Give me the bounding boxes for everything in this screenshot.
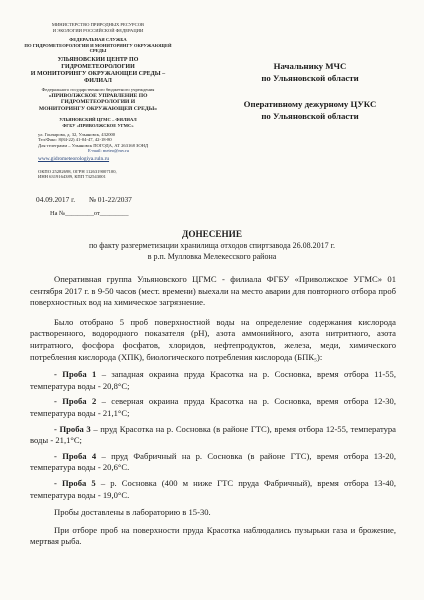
sample-item (30, 424, 396, 447)
sample-label: - Проба 4 (54, 450, 97, 461)
document-body (30, 274, 396, 548)
document-subtitle-2: в р.п. Мулловка Мелекесского района (147, 252, 277, 261)
delivery-paragraph: Пробы доставлены в лабораторию в 15-30. (54, 507, 211, 518)
sample-item (30, 369, 396, 392)
samples-intro-paragraph: Было отобрано 5 проб поверхностной воды на определение содержания кислорода растворенного, водородного показателя (pH), азота аммонийного, азота нитритного, азота нитратного, фосфора фосфатов, хлоридов, нефтепродуктов, железа, меди, химического потребления кислорода (ХПК), биологического потребления кислорода (БПК₅): (30, 316, 396, 362)
short-name: УЛЬЯНОВСКИЙ ЦГМС – ФИЛИАЛ ФГБУ «ПРИВОЛЖСКОЕ УГМС» (59, 117, 137, 128)
sample-description: – р. Сосновка (400 м ниже ГТС пруда Фабричный), время отбора 13-40, температура воды - 19,0°С. (30, 477, 397, 500)
sample-item (30, 478, 396, 501)
document-title: ДОНЕСЕНИЕ (182, 229, 242, 239)
document-date-number (36, 195, 132, 204)
recipient-mchs: Начальнику МЧС по Ульяновской области (261, 61, 359, 83)
document-number: № 01-22/2037 (88, 195, 132, 204)
sample-description: – пруд Фабричный на р. Сосновка (в районе ГТС), время отбора 13-20, температура воды - 20,6°С. (30, 450, 396, 473)
contact-address: ул. Гончарова, д. 32, Ульяновск, 432000 Тел/Факс: 8(84-22) 41-04-47, 42-18-80 Для телеграмм – Ульяновск ПОГОДА, АТ 263168 ЗОНД E-mail: meteo@mv.ru (14, 132, 182, 154)
sample-description: – пруд Красотка на р. Сосновка (в районе ГТС), время отбора 12-55, температура воды - 21,1°С; (30, 423, 397, 446)
sample-description: – северная окраина пруда Красотка на р. Сосновка, время отбора 12-30, температура воды - 21,1°С; (30, 396, 397, 418)
sample-item (30, 451, 396, 474)
sample-label: - Проба 2 (54, 396, 97, 407)
sample-label: - Проба 3 (54, 423, 91, 434)
sample-item (30, 396, 396, 419)
institution-name: Федерального государственного бюджетного учреждения «ПРИВОЛЖСКОЕ УПРАВЛЕНИЕ ПО ГИДРОМЕТЕОРОЛОГИИ И МОНИТОРИНГУ ОКРУЖАЮЩЕЙ СРЕДЫ» (38, 86, 158, 112)
sample-label: - Проба 1 (54, 369, 97, 380)
reference-line: На №_________от_________ (50, 210, 129, 217)
recipient-cuks: Оперативному дежурному ЦУКС по Ульяновской области (243, 99, 377, 121)
document-date: 04.09.2017 г. (36, 195, 76, 204)
document-subtitle-1: по факту разгерметизации хранилища отходов спиртзавода 26.08.2017 г. (88, 241, 336, 250)
org-codes: ОКПО 25282698, ОГРН 1126319007100, ИНН 6319164389, КПП 732543001 (38, 168, 117, 180)
center-name: УЛЬЯНОВСКИЙ ЦЕНТР ПО ГИДРОМЕТЕОРОЛОГИИ И МОНИТОРИНГУ ОКРУЖАЮЩЕЙ СРЕДЫ – ФИЛИАЛ (30, 56, 166, 84)
ministry-name: МИНИСТЕРСТВО ПРИРОДНЫХ РЕСУРСОВ И ЭКОЛОГИИ РОССИЙСКОЙ ФЕДЕРАЦИИ (51, 22, 145, 33)
observation-paragraph: При отборе проб на поверхности пруда Красотка наблюдались пузырьки газа и брожение, мертвая рыба. (30, 524, 396, 547)
intro-paragraph: Оперативная группа Ульяновского ЦГМС - филиала ФГБУ «Приволжское УГМС» 01 сентября 2017 г. в 9-50 часов (мест. времени) выехали на место аварии для повторного отбора проб поверхностных вод на химическое загрязнение. (30, 274, 396, 308)
sample-description: – западная окраина пруда Красотка на р. Сосновка, время отбора 11-55, температура воды - 20,8°С; (30, 369, 396, 391)
service-name: ФЕДЕРАЛЬНАЯ СЛУЖБА ПО ГИДРОМЕТЕОРОЛОГИИ И МОНИТОРИНГУ ОКРУЖАЮЩЕЙ СРЕДЫ (24, 37, 172, 54)
sender-header (14, 22, 182, 180)
email-link[interactable]: E-mail: meteo@mv.ru (88, 148, 129, 154)
sample-label: - Проба 5 (54, 477, 96, 488)
website-link[interactable]: www.gidrometeorologiya.ruln.ru (38, 155, 110, 162)
